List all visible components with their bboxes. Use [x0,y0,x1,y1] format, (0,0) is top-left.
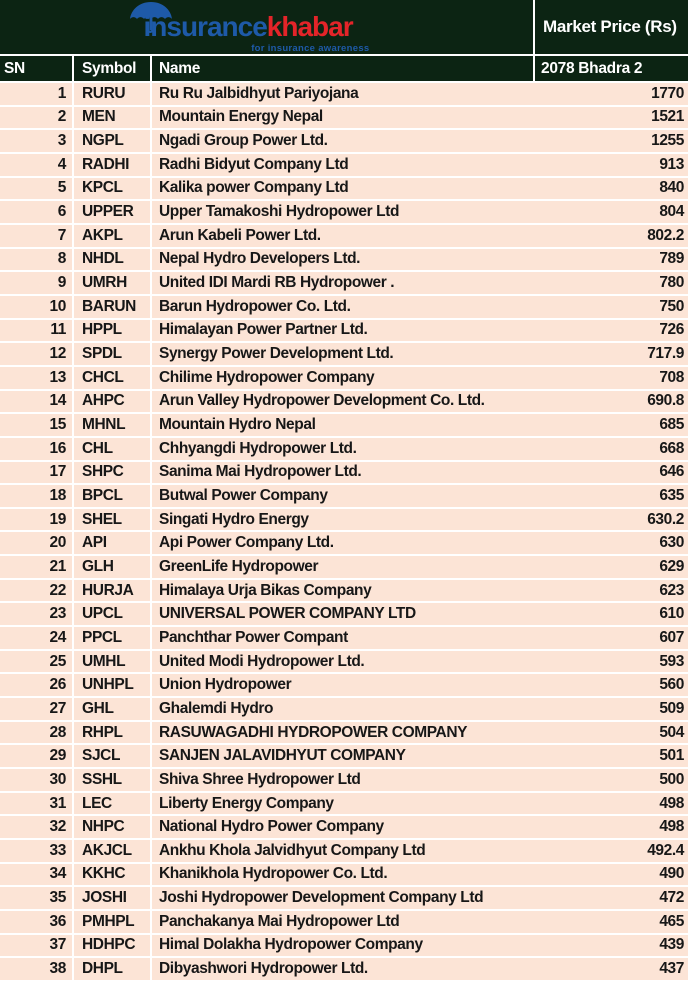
name-cell: Kalika power Company Ltd [159,179,349,197]
symbol-cell: BARUN [74,296,152,318]
symbol-cell: NHDL [74,249,152,271]
table-row [0,580,688,604]
price-cell: 717.9 [647,345,684,363]
table-row [0,887,688,911]
symbol-cell: NHPC [74,816,152,838]
table-row [0,296,688,320]
price-cell: 646 [659,463,684,481]
table-row [0,367,688,391]
price-cell: 1255 [651,132,684,150]
table-row [0,722,688,746]
symbol-cell: CHL [74,438,152,460]
name-cell: Ngadi Group Power Ltd. [159,132,328,150]
name-cell: Radhi Bidyut Company Ltd [159,155,349,173]
price-cell: 685 [659,416,684,434]
sn-cell: 31 [0,793,74,815]
market-price-header: Market Price (Rs) [543,17,677,36]
symbol-cell: SSHL [74,769,152,791]
sn-cell: 21 [0,556,74,578]
table-row [0,651,688,675]
price-cell: 635 [659,486,684,504]
sn-cell: 25 [0,651,74,673]
sn-cell: 35 [0,887,74,909]
sn-cell: 14 [0,391,74,413]
sn-cell: 12 [0,343,74,365]
symbol-cell: API [74,532,152,554]
logo-word-insurance: insurance [143,11,267,42]
symbol-cell: NGPL [74,130,152,152]
sn-cell: 10 [0,296,74,318]
sn-cell: 13 [0,367,74,389]
table-row [0,840,688,864]
price-cell: 668 [659,439,684,457]
price-cell: 630 [659,534,684,552]
symbol-cell: PPCL [74,627,152,649]
sn-cell: 15 [0,414,74,436]
name-cell: Himal Dolakha Hydropower Company [159,936,423,954]
table-row [0,178,688,202]
col-header-sn: SN [0,56,74,81]
symbol-cell: HURJA [74,580,152,602]
symbol-cell: UMHL [74,651,152,673]
sn-cell: 11 [0,320,74,342]
symbol-cell: SHEL [74,509,152,531]
table-row [0,107,688,131]
sn-cell: 38 [0,958,74,980]
symbol-cell: CHCL [74,367,152,389]
name-cell: SANJEN JALAVIDHYUT COMPANY [159,747,406,765]
table-row [0,793,688,817]
price-cell: 780 [659,274,684,292]
sn-cell: 37 [0,935,74,957]
price-cell: 804 [659,203,684,221]
symbol-cell: HDHPC [74,935,152,957]
sn-cell: 30 [0,769,74,791]
table-row [0,485,688,509]
price-cell: 500 [659,770,684,788]
table-row [0,769,688,793]
table-row [0,958,688,982]
price-cell: 593 [659,652,684,670]
price-cell: 498 [659,794,684,812]
insurancekhabar-logo [144,0,370,54]
name-cell: Shiva Shree Hydropower Ltd [159,770,361,788]
sn-cell: 36 [0,911,74,933]
price-cell: 610 [659,605,684,623]
name-cell: Panchakanya Mai Hydropower Ltd [159,912,400,930]
name-cell: Chhyangdi Hydropower Ltd. [159,439,357,457]
table-row [0,911,688,935]
table-row [0,438,688,462]
table-row [0,343,688,367]
price-cell: 472 [659,889,684,907]
symbol-cell: KPCL [74,178,152,200]
sn-cell: 26 [0,674,74,696]
name-cell: Mountain Energy Nepal [159,108,323,126]
sn-cell: 3 [0,130,74,152]
sn-cell: 17 [0,462,74,484]
name-cell: Ankhu Khola Jalvidhyut Company Ltd [159,841,426,859]
price-cell: 1521 [651,108,684,126]
name-cell: Mountain Hydro Nepal [159,416,316,434]
symbol-cell: HPPL [74,320,152,342]
price-cell: 789 [659,250,684,268]
symbol-cell: SPDL [74,343,152,365]
sn-cell: 9 [0,272,74,294]
sn-cell: 28 [0,722,74,744]
col-header-date: 2078 Bhadra 2 [541,59,643,77]
sn-cell: 16 [0,438,74,460]
table-row [0,83,688,107]
name-cell: Arun Kabeli Power Ltd. [159,226,321,244]
table-row [0,414,688,438]
table-row [0,745,688,769]
table-row [0,935,688,959]
price-cell: 439 [659,936,684,954]
sn-cell: 32 [0,816,74,838]
table-row [0,249,688,273]
table-row [0,627,688,651]
name-cell: Singati Hydro Energy [159,510,309,528]
table-row [0,462,688,486]
name-cell: Api Power Company Ltd. [159,534,334,552]
name-cell: Himalayan Power Partner Ltd. [159,321,368,339]
sn-cell: 23 [0,603,74,625]
symbol-cell: RURU [74,83,152,105]
symbol-cell: GLH [74,556,152,578]
price-cell: 726 [659,321,684,339]
price-cell: 607 [659,628,684,646]
symbol-cell: MEN [74,107,152,129]
sn-cell: 8 [0,249,74,271]
name-cell: GreenLife Hydropower [159,557,319,575]
name-cell: Barun Hydropower Co. Ltd. [159,297,351,315]
sn-cell: 6 [0,201,74,223]
name-cell: Ru Ru Jalbidhyut Pariyojana [159,84,359,102]
price-cell: 437 [659,960,684,978]
name-cell: Sanima Mai Hydropower Ltd. [159,463,362,481]
table-row [0,154,688,178]
price-cell: 690.8 [647,392,684,410]
price-cell: 492.4 [647,841,684,859]
table-row [0,509,688,533]
table-row [0,532,688,556]
sn-cell: 33 [0,840,74,862]
price-cell: 802.2 [647,226,684,244]
price-cell: 629 [659,557,684,575]
table-row [0,603,688,627]
symbol-cell: DHPL [74,958,152,980]
price-cell: 840 [659,179,684,197]
name-cell: Upper Tamakoshi Hydropower Ltd [159,203,400,221]
column-header-row [0,56,688,83]
table-row [0,320,688,344]
sn-cell: 22 [0,580,74,602]
name-cell: Butwal Power Company [159,486,328,504]
sn-cell: 5 [0,178,74,200]
name-cell: United Modi Hydropower Ltd. [159,652,365,670]
price-cell: 913 [659,155,684,173]
price-cell: 498 [659,818,684,836]
sn-cell: 7 [0,225,74,247]
table-row [0,225,688,249]
name-cell: Arun Valley Hydropower Development Co. Ltd. [159,392,485,410]
name-cell: Synergy Power Development Ltd. [159,345,394,363]
symbol-cell: AKPL [74,225,152,247]
table-row [0,698,688,722]
price-cell: 465 [659,912,684,930]
col-header-symbol: Symbol [74,56,152,81]
symbol-cell: SJCL [74,745,152,767]
sn-cell: 24 [0,627,74,649]
name-cell: Chilime Hydropower Company [159,368,375,386]
name-cell: UNIVERSAL POWER COMPANY LTD [159,605,416,623]
price-cell: 1770 [651,84,684,102]
symbol-cell: UPCL [74,603,152,625]
name-cell: Panchthar Power Compant [159,628,348,646]
price-cell: 501 [659,747,684,765]
sn-cell: 18 [0,485,74,507]
symbol-cell: RADHI [74,154,152,176]
symbol-cell: GHL [74,698,152,720]
table-row [0,130,688,154]
logo-wordmark [144,12,353,43]
symbol-cell: AHPC [74,391,152,413]
logo-cell [0,0,535,54]
sn-cell: 20 [0,532,74,554]
name-cell: Ghalemdi Hydro [159,699,274,717]
price-cell: 509 [659,699,684,717]
table-body [0,83,688,982]
table-row [0,556,688,580]
table-row [0,674,688,698]
symbol-cell: UNHPL [74,674,152,696]
price-cell: 750 [659,297,684,315]
sn-cell: 2 [0,107,74,129]
price-cell: 490 [659,865,684,883]
symbol-cell: KKHC [74,864,152,886]
sn-cell: 34 [0,864,74,886]
name-cell: National Hydro Power Company [159,818,384,836]
name-cell: Nepal Hydro Developers Ltd. [159,250,361,268]
logo-word-khabar: khabar [266,11,353,42]
name-cell: United IDI Mardi RB Hydropower . [159,274,395,292]
table-row [0,201,688,225]
banner [0,0,688,56]
name-cell: RASUWAGADHI HYDROPOWER COMPANY [159,723,468,741]
name-cell: Dibyashwori Hydropower Ltd. [159,960,368,978]
sn-cell: 19 [0,509,74,531]
sn-cell: 4 [0,154,74,176]
table-row [0,391,688,415]
sn-cell: 29 [0,745,74,767]
symbol-cell: AKJCL [74,840,152,862]
table-row [0,864,688,888]
symbol-cell: JOSHI [74,887,152,909]
symbol-cell: UMRH [74,272,152,294]
name-cell: Joshi Hydropower Development Company Ltd [159,889,484,907]
symbol-cell: MHNL [74,414,152,436]
price-cell: 560 [659,676,684,694]
sn-cell: 27 [0,698,74,720]
price-cell: 630.2 [647,510,684,528]
name-cell: Liberty Energy Company [159,794,334,812]
price-cell: 504 [659,723,684,741]
symbol-cell: RHPL [74,722,152,744]
name-cell: Himalaya Urja Bikas Company [159,581,372,599]
symbol-cell: LEC [74,793,152,815]
logo-tagline: for insurance awareness [251,43,370,54]
name-cell: Khanikhola Hydropower Co. Ltd. [159,865,388,883]
col-header-name: Name [152,56,535,81]
table-row [0,816,688,840]
price-cell: 708 [659,368,684,386]
symbol-cell: UPPER [74,201,152,223]
price-cell: 623 [659,581,684,599]
symbol-cell: SHPC [74,462,152,484]
table-row [0,272,688,296]
sn-cell: 1 [0,83,74,105]
name-cell: Union Hydropower [159,676,292,694]
symbol-cell: PMHPL [74,911,152,933]
symbol-cell: BPCL [74,485,152,507]
